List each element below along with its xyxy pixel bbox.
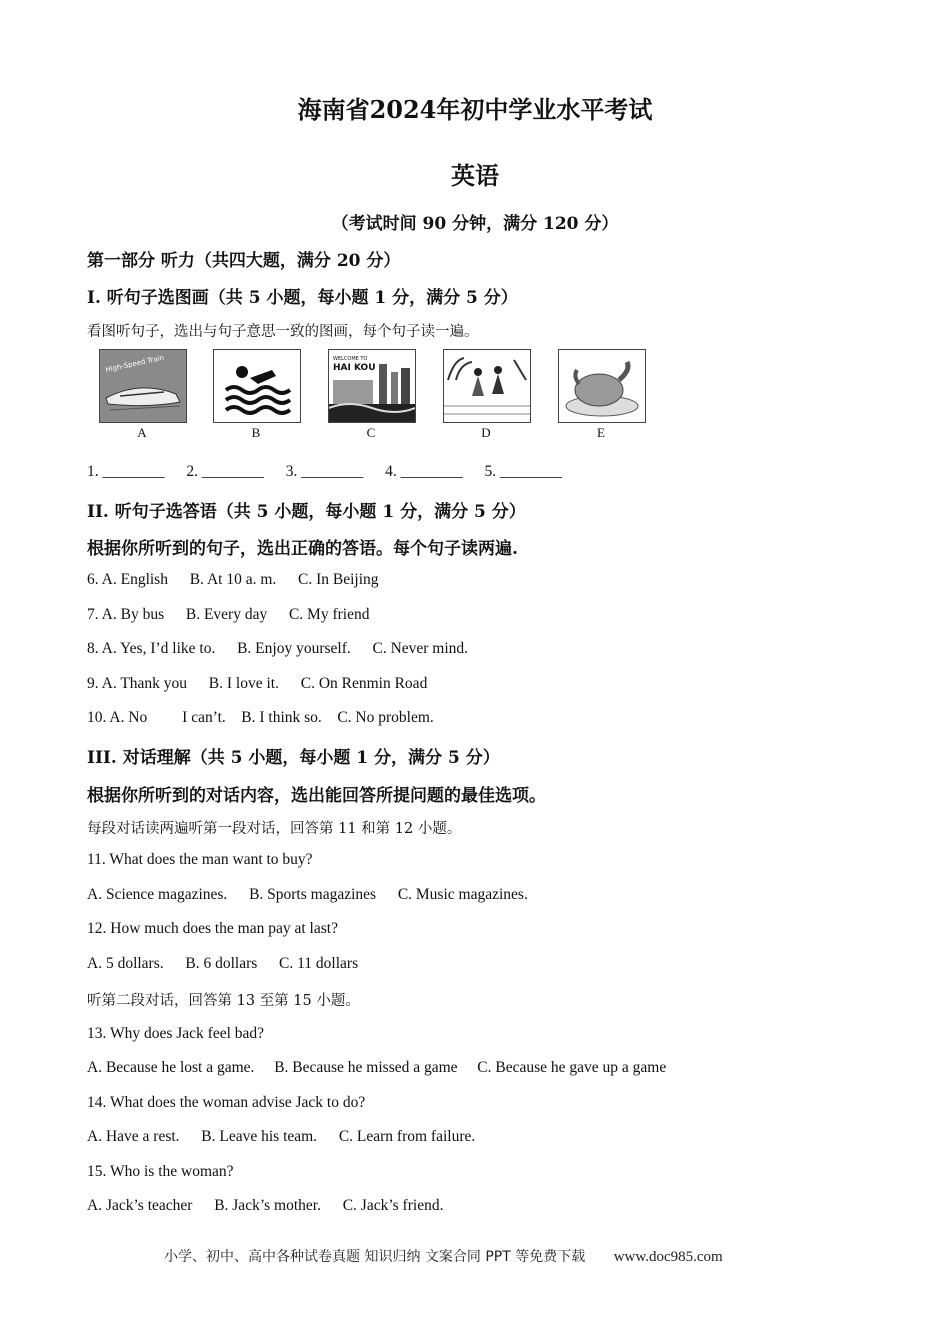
option-a: A. 5 dollars.	[87, 955, 164, 972]
question-14-options	[87, 1128, 475, 1146]
picture-label-d: D	[481, 425, 491, 440]
question-9	[87, 675, 427, 693]
option-b: B. I love it.	[208, 675, 279, 692]
option-a: A. Yes, I’d like to.	[101, 640, 216, 657]
answer-blanks	[87, 463, 580, 481]
option-a: A. Because he lost a game.	[87, 1059, 255, 1076]
option-c: C. Never mind.	[372, 640, 469, 657]
question-13: 13. Why does Jack feel bad?	[87, 1025, 265, 1042]
option-b: B. Every day	[185, 606, 268, 623]
option-a: A. Jack’s teacher	[87, 1197, 193, 1214]
option-c: C. Learn from failure.	[338, 1128, 476, 1145]
section1-heading: I. 听句子选图画（共 5 小题，每小题 1 分，满分 5 分）	[87, 288, 518, 308]
option-a: A. Science magazines.	[87, 886, 228, 903]
picture-label-a: A	[137, 425, 147, 440]
picture-label-c: C	[366, 425, 376, 440]
roast-chicken-picture	[558, 349, 646, 423]
part1-heading: 第一部分 听力（共四大题，满分 20 分）	[87, 251, 401, 271]
option-b: B. Jack’s mother.	[214, 1197, 321, 1214]
haikou-caption-small: WELCOME TO	[333, 356, 368, 362]
haikou-caption-large: HAI KOU	[333, 363, 376, 373]
section1-instruction: 看图听句子，选出与句子意思一致的图画，每个句子读一遍。	[87, 324, 479, 340]
question-12-options	[87, 955, 358, 973]
question-number: 8.	[87, 640, 99, 657]
option-a: A. By bus	[101, 606, 165, 623]
exam-title: 海南省2024年初中学业水平考试	[297, 95, 653, 124]
dialog1-note: 每段对话读两遍听第一段对话，回答第 11 和第 12 小题。	[87, 821, 462, 837]
option-a: A. Have a rest.	[87, 1128, 180, 1145]
option-a: A. English	[101, 571, 168, 588]
option-b: B. Leave his team.	[201, 1128, 318, 1145]
question-15-options	[87, 1197, 443, 1215]
dialog2-note: 听第二段对话，回答第 13 至第 15 小题。	[87, 993, 360, 1009]
option-c: C. Music magazines.	[397, 886, 528, 903]
question-15: 15. Who is the woman?	[87, 1163, 234, 1180]
option-c: C. In Beijing	[298, 571, 379, 588]
answer-blank-5[interactable]: 5. ________	[484, 463, 562, 480]
option-c: C. Jack’s friend.	[342, 1197, 444, 1214]
answer-blank-2[interactable]: 2. ________	[186, 463, 264, 480]
question-7	[87, 606, 369, 624]
question-13-options	[87, 1059, 666, 1077]
exam-info: （考试时间 90 分钟，满分 120 分）	[331, 214, 619, 234]
section2-instruction: 根据你所听到的句子，选出正确的答语。每个句子读两遍.	[87, 539, 518, 559]
question-6	[87, 571, 379, 589]
question-10	[87, 709, 434, 727]
section2-heading: II. 听句子选答语（共 5 小题，每小题 1 分，满分 5 分）	[87, 502, 526, 522]
question-number: 7.	[87, 606, 99, 623]
option-a: A. No I can’t.	[109, 709, 226, 726]
train-caption: High-Speed Train	[104, 353, 165, 374]
option-b: B. I think so.	[241, 709, 322, 726]
page-footer	[164, 1246, 723, 1266]
question-number: 10.	[87, 709, 107, 726]
option-b: B. 6 dollars	[185, 955, 258, 972]
subject-title: 英语	[451, 161, 499, 190]
option-c: C. Because he gave up a game	[477, 1059, 667, 1076]
question-12: 12. How much does the man pay at last?	[87, 920, 338, 937]
picture-label-b: B	[251, 425, 261, 440]
question-number: 6.	[87, 571, 99, 588]
question-8	[87, 640, 468, 658]
question-11: 11. What does the man want to buy?	[87, 851, 313, 868]
dancing-people-picture	[443, 349, 531, 423]
answer-blank-1[interactable]: 1. ________	[87, 463, 165, 480]
option-c: C. 11 dollars	[279, 955, 359, 972]
section3-heading: III. 对话理解（共 5 小题，每小题 1 分，满分 5 分）	[87, 748, 500, 768]
option-b: B. Sports magazines	[249, 886, 377, 903]
haikou-city-picture	[328, 349, 416, 423]
option-b: B. Because he missed a game	[274, 1059, 458, 1076]
option-c: C. On Renmin Road	[300, 675, 428, 692]
option-a: A. Thank you	[101, 675, 188, 692]
option-b: B. At 10 a. m.	[189, 571, 277, 588]
swimming-picture	[213, 349, 301, 423]
high-speed-train-picture	[99, 349, 187, 423]
question-11-options	[87, 886, 528, 904]
section3-instruction: 根据你所听到的对话内容，选出能回答所提问题的最佳选项。	[87, 786, 546, 806]
picture-strip	[99, 349, 659, 444]
option-c: C. My friend	[288, 606, 370, 623]
answer-blank-4[interactable]: 4. ________	[385, 463, 463, 480]
answer-blank-3[interactable]: 3. ________	[285, 463, 364, 480]
option-c: C. No problem.	[337, 709, 434, 726]
option-b: B. Enjoy yourself.	[237, 640, 351, 657]
footer-text: 小学、初中、高中各种试卷真题 知识归纳 文案合同 PPT 等免费下载	[164, 1249, 586, 1265]
footer-url[interactable]: www.doc985.com	[613, 1249, 723, 1265]
question-14: 14. What does the woman advise Jack to do?	[87, 1094, 366, 1111]
question-number: 9.	[87, 675, 99, 692]
picture-label-e: E	[597, 425, 605, 440]
